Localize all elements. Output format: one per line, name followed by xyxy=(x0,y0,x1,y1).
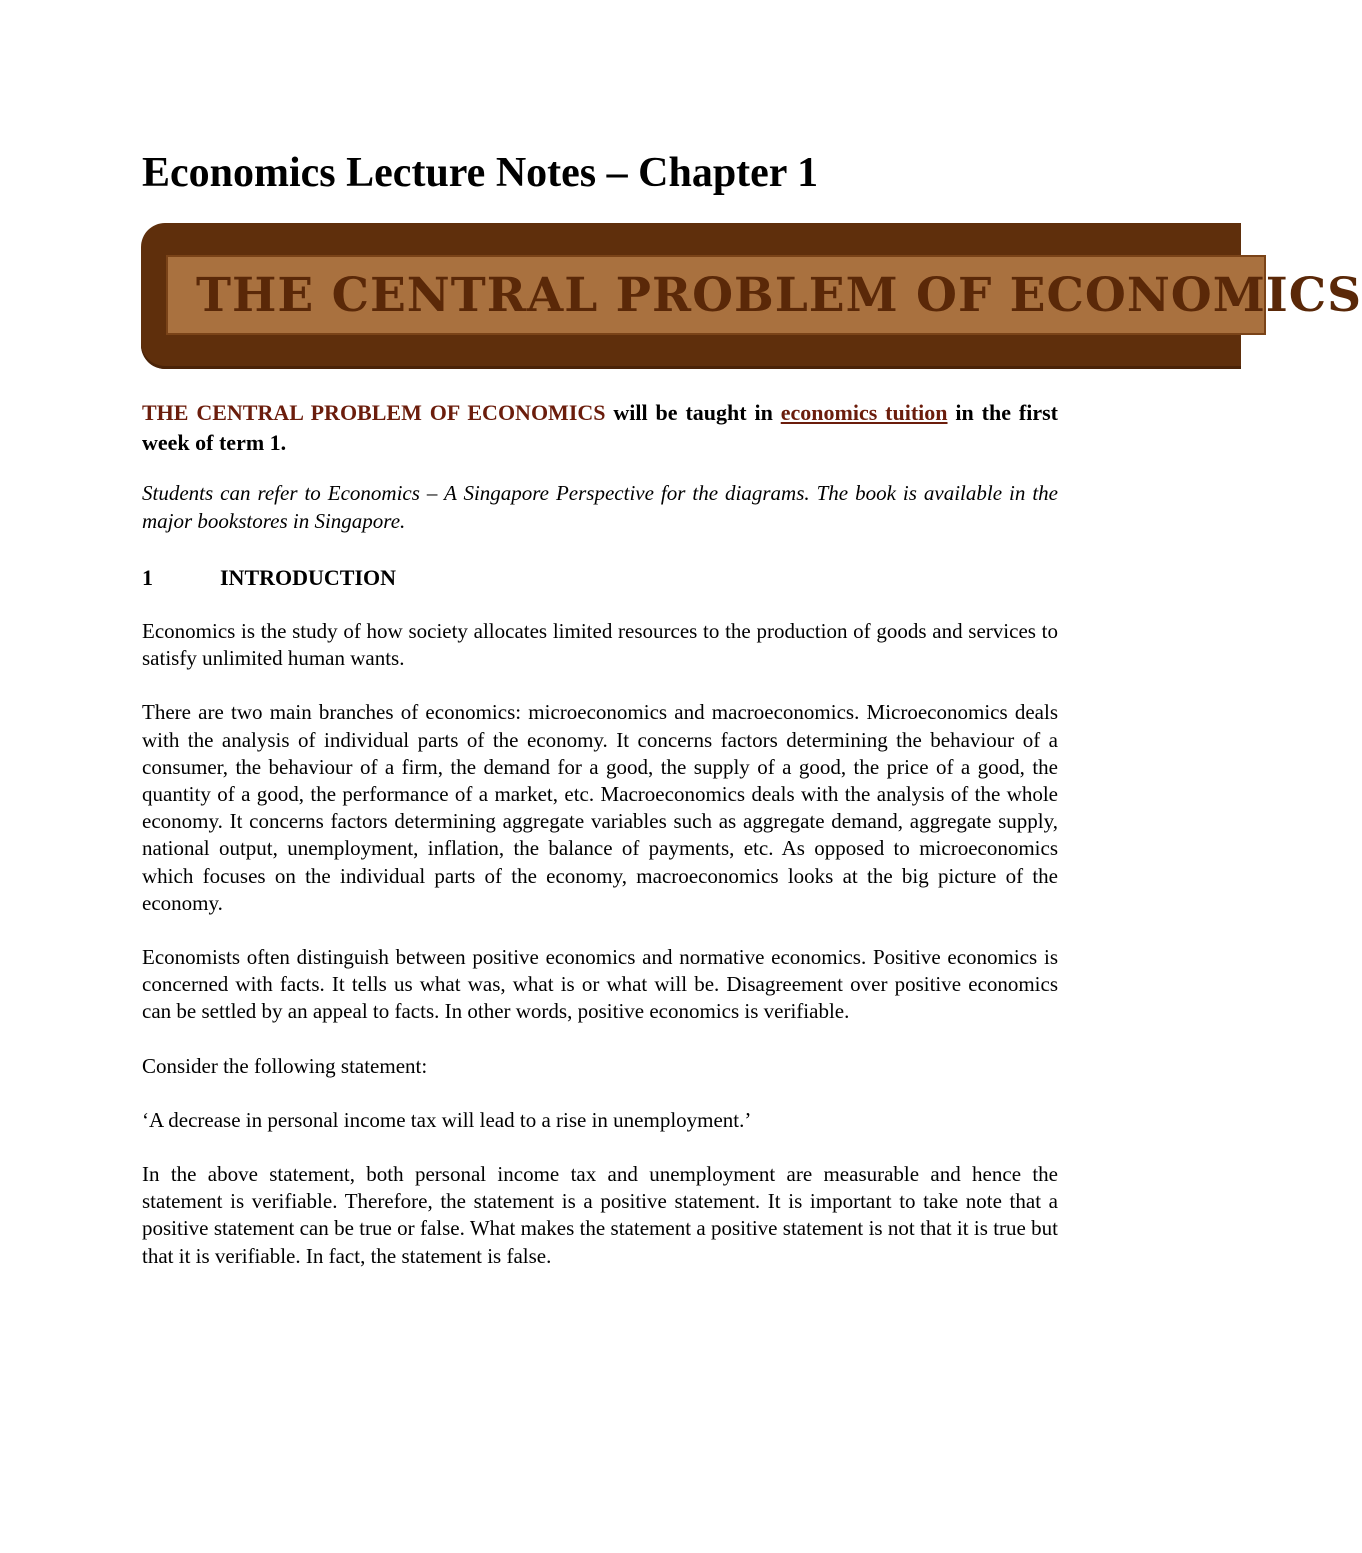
section-number: 1 xyxy=(142,565,153,590)
paragraph-explanation: In the above statement, both personal income tax and unemployment are measurable and hence the statement is verifiable. Therefore, the statement is a positive statement. It is important to take note that a positive statement can be true or false. What makes the statement a positive statement is not that it is true but that it is verifiable. In fact, the statement is false. xyxy=(142,1162,1058,1268)
intro-paragraph xyxy=(142,398,1058,458)
chapter-banner xyxy=(141,223,1362,369)
economics-tuition-link[interactable]: economics tuition xyxy=(780,400,948,425)
paragraph-branches: There are two main branches of economics: microeconomics and macroeconomics. Microeconomics deals with the analysis of individual parts of the economy. It concerns factors determining the behaviour of a consumer, the behaviour of a firm, the demand for a good, the supply of a good, the price of a good, the quantity of a good, the performance of a market, etc. Macroeconomics deals with the analysis of the whole economy. It concerns factors determining aggregate variables such as aggregate demand, aggregate supply, national output, unemployment, inflation, the balance of payments, etc. As opposed to microeconomics which focuses on the individual parts of the economy, macroeconomics looks at the big picture of the economy. xyxy=(142,700,1058,915)
intro-text-before-link: will be taught in xyxy=(605,400,781,425)
intro-topic: THE CENTRAL PROBLEM OF ECONOMICS xyxy=(142,400,606,425)
intro-text-after-link: in the first week of term 1. xyxy=(142,400,1058,455)
paragraph-consider: Consider the following statement: xyxy=(142,1053,428,1078)
document-title: Economics Lecture Notes – Chapter 1 xyxy=(142,150,819,196)
chapter-banner-inner xyxy=(166,255,1362,335)
reference-note: Students can refer to Economics – A Singapore Perspective for the diagrams. The book is available in the major bookstores in Singapore. xyxy=(142,481,1058,533)
document-body xyxy=(142,398,1058,1297)
section-title: INTRODUCTION xyxy=(220,565,397,590)
section-heading xyxy=(142,563,1058,593)
paragraph-definition: Economics is the study of how society allocates limited resources to the production of goods and services to satisfy unlimited human wants. xyxy=(142,619,1058,671)
chapter-banner-text: THE CENTRAL PROBLEM OF ECONOMICS xyxy=(196,268,1362,323)
example-statement: ‘A decrease in personal income tax will lead to a rise in unemployment.’ xyxy=(142,1107,752,1132)
paragraph-positive-normative: Economists often distinguish between positive economics and normative economics. Positive economics is concerned with facts. It tells us what was, what is or what will be. Disagreement over positive economics can be settled by an appeal to facts. In other words, positive economics is verifiable. xyxy=(142,945,1058,1024)
